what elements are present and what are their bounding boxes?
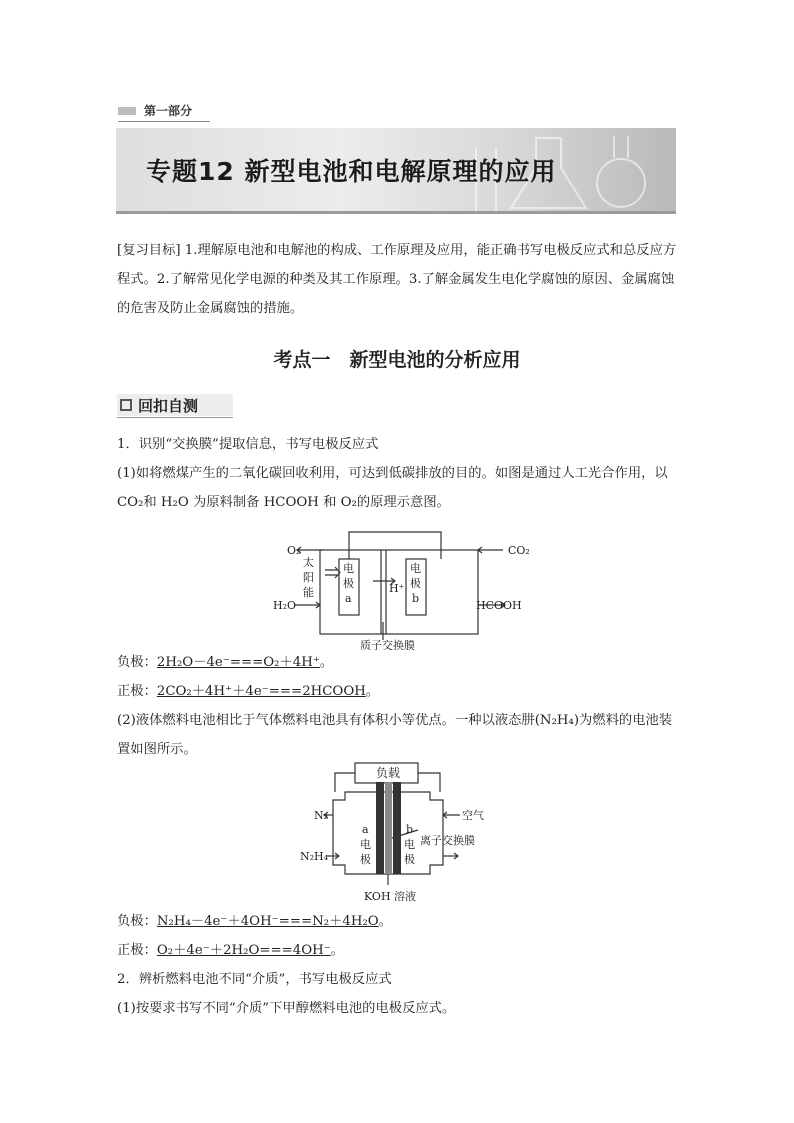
fig2-koh-label: KOH 溶液 [364, 890, 417, 903]
neg1-equation: 2H₂O－4e⁻===O₂＋4H⁺ [156, 655, 320, 670]
q2-title: 2．辨析燃料电池不同“介质”，书写电极反应式 [117, 972, 392, 987]
neg1-label: 负极： [117, 655, 157, 670]
pos2-label: 正极： [117, 943, 157, 958]
electrode-a-plate [376, 782, 384, 874]
fig1-elec-b-1: 电 [410, 562, 421, 575]
pos2-equation: O₂＋4e⁻＋2H₂O===4OH⁻ [156, 943, 331, 958]
fig1-o2-label: O₂ [287, 544, 301, 557]
sub-heading-underline [117, 417, 233, 418]
topic-title: 专题12 新型电池和电解原理的应用 [146, 157, 557, 186]
square-icon [120, 399, 132, 411]
fig1-sun-3: 能 [303, 586, 314, 599]
q1-neg2: 负极：N₂H₄－4e⁻＋4OH⁻===N₂＋4H₂O。 [117, 914, 392, 929]
banner-edge [116, 211, 676, 214]
electrode-b-plate [393, 782, 401, 874]
fig2-elec-a-2: 电 [360, 838, 371, 851]
fig2-elec-b-3: 极 [404, 853, 415, 866]
fig2-elec-a-3: 极 [360, 853, 371, 866]
fig1-elec-b-3: b [412, 592, 420, 605]
neg2-equation: N₂H₄－4e⁻＋4OH⁻===N₂＋4H₂O [156, 914, 379, 929]
topic-banner [116, 128, 676, 214]
fig2-elec-a-1: a [362, 823, 369, 836]
figure-photosynthesis-cell [265, 528, 535, 650]
sub-heading [117, 394, 233, 416]
q1-neg1: 负极：2H₂O－4e⁻===O₂＋4H⁺。 [117, 655, 334, 670]
part-label-bar [118, 107, 136, 115]
pos1-equation: 2CO₂＋4H⁺＋4e⁻===2HCOOH [156, 684, 366, 699]
review-objectives: [复习目标] 1.理解原电池和电解池的构成、工作原理及应用，能正确书写电极反应式和总反应方程式。2.了解常见化学电源的种类及其工作原理。3.了解金属发生电化学腐蚀的原因、金属腐蚀的危害及防止金属腐蚀的措施。 [117, 243, 677, 316]
membrane-plate [385, 782, 392, 874]
q1-p1: (1)如将燃煤产生的二氧化碳回收利用，可达到低碳排放的目的。如图是通过人工光合作用，以 CO₂和 H₂O 为原料制备 HCOOH 和 O₂的原理示意图。 [117, 466, 668, 510]
fig1-elec-a-2: 极 [343, 577, 354, 590]
fig2-membrane-label: 离子交换膜 [420, 834, 475, 847]
part-divider [118, 121, 210, 122]
part-label-text: 第一部分 [144, 104, 193, 118]
fig1-sun-2: 阳 [303, 571, 314, 584]
fig2-elec-b-2: 电 [404, 838, 415, 851]
fig1-hcooh-label: HCOOH [476, 599, 522, 612]
fig1-h2o-label: H₂O [273, 599, 297, 612]
fig1-elec-b-2: 极 [410, 577, 421, 590]
part-label [118, 102, 192, 119]
fig1-hplus-label: H⁺ [389, 582, 405, 595]
neg2-label: 负极： [117, 914, 157, 929]
q1-title: 1．识别“交换膜”提取信息，书写电极反应式 [117, 437, 379, 452]
fig1-co2-label: CO₂ [508, 544, 530, 557]
q1-pos1: 正极：2CO₂＋4H⁺＋4e⁻===2HCOOH。 [117, 684, 380, 699]
fig1-sun-1: 太 [303, 556, 314, 569]
sun-arrow [325, 567, 340, 578]
q1-p2: (2)液体燃料电池相比于气体燃料电池具有体积小等优点。一种以液态肼(N₂H₄)为燃料的电池装置如图所示。 [117, 713, 673, 757]
fig1-elec-a-3: a [345, 592, 352, 605]
fig2-elec-b-1: b [406, 823, 414, 836]
fig2-n2h4-label: N₂H₄ [300, 850, 329, 863]
fig2-air-label: 空气 [462, 809, 484, 822]
sub-heading-text: 回扣自测 [138, 396, 199, 415]
q2-p1: (1)按要求书写不同“介质”下甲醇燃料电池的电极反应式。 [117, 1001, 456, 1016]
fig2-n2-label: N₂ [314, 809, 329, 822]
fig1-elec-a-1: 电 [343, 562, 354, 575]
figure-hydrazine-cell [300, 760, 500, 906]
q1-pos2: 正极：O₂＋4e⁻＋2H₂O===4OH⁻。 [117, 943, 345, 958]
fig1-membrane-label: 质子交换膜 [360, 639, 415, 650]
pos1-label: 正极： [117, 684, 157, 699]
section-title: 考点一 新型电池的分析应用 [273, 349, 521, 371]
fig2-load-label: 负载 [376, 766, 401, 780]
external-wire [349, 532, 441, 559]
